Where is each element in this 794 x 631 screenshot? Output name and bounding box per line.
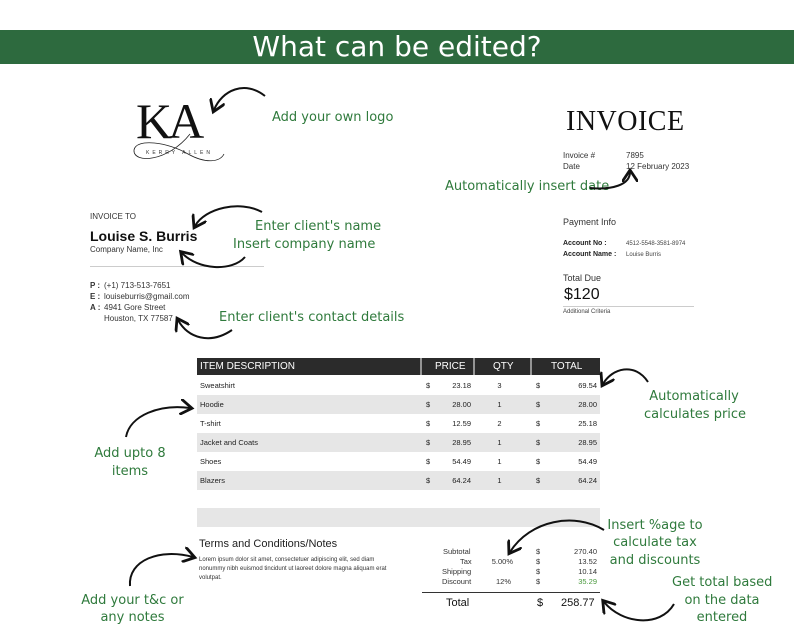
row-total-currency: $ [536, 476, 541, 485]
shipping-currency: $ [536, 567, 541, 576]
header-qty: QTY [493, 361, 514, 372]
account-name: Louise Burris [626, 252, 662, 258]
invoice-number-label: Invoice # [563, 151, 596, 160]
subtotal-value: 270.40 [574, 547, 597, 556]
total-due-value: $120 [564, 286, 600, 303]
grand-total-currency: $ [537, 597, 544, 609]
row-qty: 1 [497, 476, 502, 485]
invoice-number: 7895 [626, 151, 644, 160]
row-item: Shoes [200, 457, 222, 466]
address-label: A : [90, 303, 101, 312]
row-price: 28.00 [452, 400, 471, 409]
total-due-label: Total Due [563, 273, 602, 283]
row-total: 64.24 [578, 476, 597, 485]
row-price-currency: $ [426, 457, 431, 466]
note-total-line3: entered [696, 610, 748, 625]
note-tax-line2: calculate tax [613, 535, 697, 550]
grand-total-label: Total [446, 597, 470, 609]
row-qty: 1 [497, 400, 502, 409]
row-total: 28.95 [578, 438, 597, 447]
row-price-currency: $ [426, 400, 431, 409]
note-client-name: Enter client's name [255, 219, 382, 234]
row-price-currency: $ [426, 438, 431, 447]
payment-info-heading: Payment Info [563, 217, 617, 227]
tax-rate: 5.00% [491, 557, 513, 566]
invoice-date: 12 February 2023 [626, 162, 690, 171]
row-price: 54.49 [452, 457, 471, 466]
row-price: 64.24 [452, 476, 471, 485]
shipping-label: Shipping [442, 567, 472, 576]
note-logo: Add your own logo [272, 110, 394, 125]
banner-title: What can be edited? [252, 30, 542, 63]
logo-name: KERRY ALLEN [146, 150, 214, 156]
row-item: Sweatshirt [200, 381, 236, 390]
note-price-line1: Automatically [649, 389, 739, 404]
tax-currency: $ [536, 557, 541, 566]
note-items-line1: Add upto 8 [94, 446, 166, 461]
discount-currency: $ [536, 577, 541, 586]
row-qty: 2 [497, 419, 502, 428]
header-description: ITEM DESCRIPTION [200, 361, 296, 372]
header-total: TOTAL [551, 361, 583, 372]
client-phone: (+1) 713-513-7651 [104, 281, 171, 290]
note-total-line2: on the data [684, 593, 760, 608]
shipping-value: 10.14 [578, 567, 597, 576]
note-company: Insert company name [233, 237, 376, 252]
account-name-label: Account Name : [563, 251, 617, 258]
terms-title: Terms and Conditions/Notes [199, 538, 338, 550]
row-item: Hoodie [200, 400, 224, 409]
logo-initials: KA [136, 93, 201, 149]
row-price: 28.95 [452, 438, 471, 447]
client-email: louiseburris@gmail.com [104, 292, 190, 301]
row-total-currency: $ [536, 400, 541, 409]
row-total: 25.18 [578, 419, 597, 428]
additional-criteria: Additional Criteria [563, 309, 611, 315]
row-total: 28.00 [578, 400, 597, 409]
total-divider [422, 592, 600, 593]
table-row [197, 376, 600, 395]
row-price: 12.59 [452, 419, 471, 428]
row-price-currency: $ [426, 476, 431, 485]
row-total-currency: $ [536, 457, 541, 466]
invoice-date-label: Date [563, 162, 580, 171]
table-row [197, 395, 600, 414]
client-address-line2: Houston, TX 77587 [104, 314, 173, 323]
row-total: 69.54 [578, 381, 597, 390]
discount-label: Discount [442, 577, 472, 586]
tax-value: 13.52 [578, 557, 597, 566]
table-row [197, 414, 600, 433]
invoice-to-label: INVOICE TO [90, 212, 136, 221]
row-item: Jacket and Coats [200, 438, 258, 447]
note-notes-line1: Add your t&c or [81, 593, 184, 608]
client-company: Company Name, Inc [90, 245, 163, 254]
account-no: 4512-5548-3581-8974 [626, 241, 686, 247]
row-price-currency: $ [426, 381, 431, 390]
row-qty: 3 [497, 381, 502, 390]
table-row-empty [197, 508, 600, 527]
discount-rate: 12% [496, 577, 512, 586]
table-row [197, 471, 600, 490]
row-total-currency: $ [536, 381, 541, 390]
row-total: 54.49 [578, 457, 597, 466]
tax-label: Tax [460, 557, 472, 566]
row-price-currency: $ [426, 419, 431, 428]
note-tax-line1: Insert %age to [607, 518, 703, 533]
note-contact: Enter client's contact details [219, 310, 405, 325]
header-price: PRICE [435, 361, 466, 372]
row-item: T-shirt [200, 419, 221, 428]
client-name: Louise S. Burris [90, 228, 198, 244]
table-row [197, 452, 600, 471]
subtotal-label: Subtotal [443, 547, 471, 556]
terms-text: Lorem ipsum dolor sit amet, consectetuer adipiscing elit, sed diam nonummy nibh euismod tincidunt ut laoreet dolore magna aliquam erat volutpat. [199, 557, 387, 581]
note-price-line2: calculates price [644, 407, 747, 422]
row-qty: 1 [497, 438, 502, 447]
note-total-line1: Get total based [672, 575, 773, 590]
account-no-label: Account No : [563, 240, 607, 247]
note-items-line2: items [111, 464, 149, 479]
note-tax-line3: and discounts [609, 553, 701, 568]
row-total-currency: $ [536, 419, 541, 428]
note-notes-line2: any notes [100, 610, 165, 625]
discount-value: 35.29 [578, 577, 597, 586]
email-label: E : [90, 292, 101, 301]
invoice-title: INVOICE [566, 106, 685, 137]
phone-label: P : [90, 281, 101, 290]
note-date: Automatically insert date [445, 179, 610, 194]
grand-total-value: 258.77 [561, 597, 595, 609]
row-total-currency: $ [536, 438, 541, 447]
subtotal-currency: $ [536, 547, 541, 556]
row-price: 23.18 [452, 381, 471, 390]
client-address-line1: 4941 Gore Street [104, 303, 166, 312]
row-item: Blazers [200, 476, 226, 485]
row-qty: 1 [497, 457, 502, 466]
table-row [197, 433, 600, 452]
